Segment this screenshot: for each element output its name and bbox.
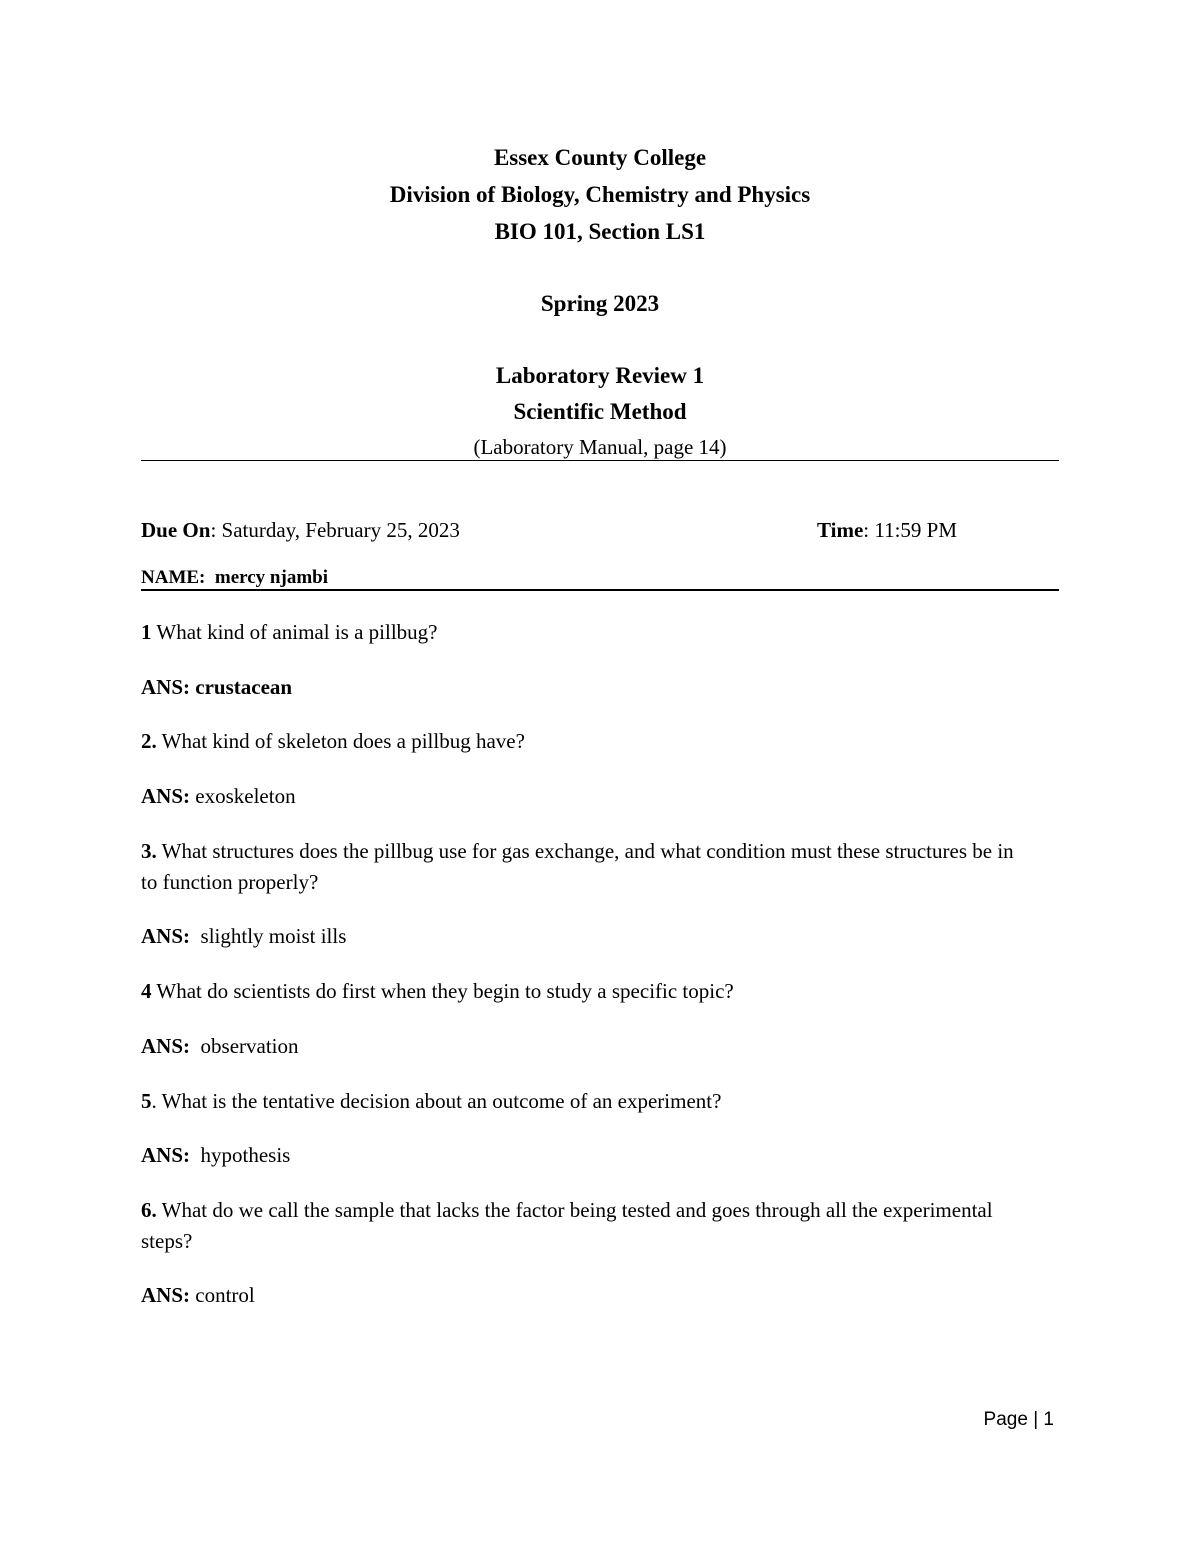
question-number: 4	[141, 979, 152, 1003]
answer-4	[141, 1031, 1021, 1062]
due-date	[141, 517, 460, 543]
answer-label: ANS:	[141, 1143, 191, 1167]
answer-1	[141, 672, 1021, 703]
answer-label: ANS:	[141, 1034, 191, 1058]
time-label: Time	[817, 518, 864, 542]
question-number: 5	[141, 1089, 152, 1113]
question-text: What kind of animal is a pillbug?	[151, 620, 438, 644]
question-2	[141, 726, 1021, 757]
answer-text: crustacean	[195, 675, 293, 699]
due-value: : Saturday, February 25, 2023	[210, 518, 460, 542]
name-value: mercy njambi	[214, 567, 328, 588]
page-separator: |	[1033, 1409, 1039, 1430]
question-text: What do scientists do first when they begin to study a specific topic?	[151, 979, 734, 1003]
name-divider	[141, 589, 1059, 591]
question-1	[141, 617, 1021, 648]
answer-text: observation	[200, 1034, 299, 1058]
answer-label: ANS:	[141, 675, 191, 699]
answer-label: ANS:	[141, 784, 191, 808]
question-3	[141, 836, 1021, 898]
division-name: Division of Biology, Chemistry and Physics	[389, 182, 811, 207]
answer-text: hypothesis	[200, 1143, 291, 1167]
answer-label: ANS:	[141, 924, 191, 948]
question-4	[141, 976, 1021, 1007]
name-label: NAME:	[141, 567, 206, 588]
page-label: Page	[983, 1409, 1028, 1430]
question-text: . What is the tentative decision about an outcome of an experiment?	[151, 1089, 722, 1113]
question-5	[141, 1086, 1021, 1117]
review-title: Laboratory Review 1	[495, 363, 705, 388]
page-number: 1	[1043, 1409, 1054, 1430]
time-value: : 11:59 PM	[863, 518, 958, 542]
question-number: 2.	[141, 729, 157, 753]
answer-text: slightly moist ills	[200, 924, 347, 948]
answer-label: ANS:	[141, 1283, 191, 1307]
course-section: BIO 101, Section LS1	[494, 219, 706, 244]
question-number: 3.	[141, 839, 157, 863]
answer-5	[141, 1140, 1021, 1171]
question-text: What kind of skeleton does a pillbug have?	[156, 729, 525, 753]
question-number: 6.	[141, 1198, 157, 1222]
student-name	[141, 565, 328, 591]
college-name: Essex County College	[493, 145, 707, 170]
header-divider	[141, 460, 1059, 461]
answer-text: control	[195, 1283, 255, 1307]
answer-2	[141, 781, 1021, 812]
due-time	[817, 517, 957, 543]
answer-6	[141, 1280, 1021, 1311]
answer-text: exoskeleton	[195, 784, 296, 808]
answer-3	[141, 921, 1021, 952]
question-number: 1	[141, 620, 152, 644]
question-text: What do we call the sample that lacks the factor being tested and goes through all the experimental steps?	[141, 1198, 993, 1253]
page-footer	[984, 1408, 1054, 1432]
due-label: Due On	[141, 518, 211, 542]
question-6	[141, 1195, 1021, 1257]
topic-title: Scientific Method	[513, 399, 687, 424]
manual-reference: (Laboratory Manual, page 14)	[473, 435, 727, 459]
question-text: What structures does the pillbug use for gas exchange, and what condition must these structures be in to function properly?	[141, 839, 1014, 894]
term: Spring 2023	[540, 291, 660, 316]
